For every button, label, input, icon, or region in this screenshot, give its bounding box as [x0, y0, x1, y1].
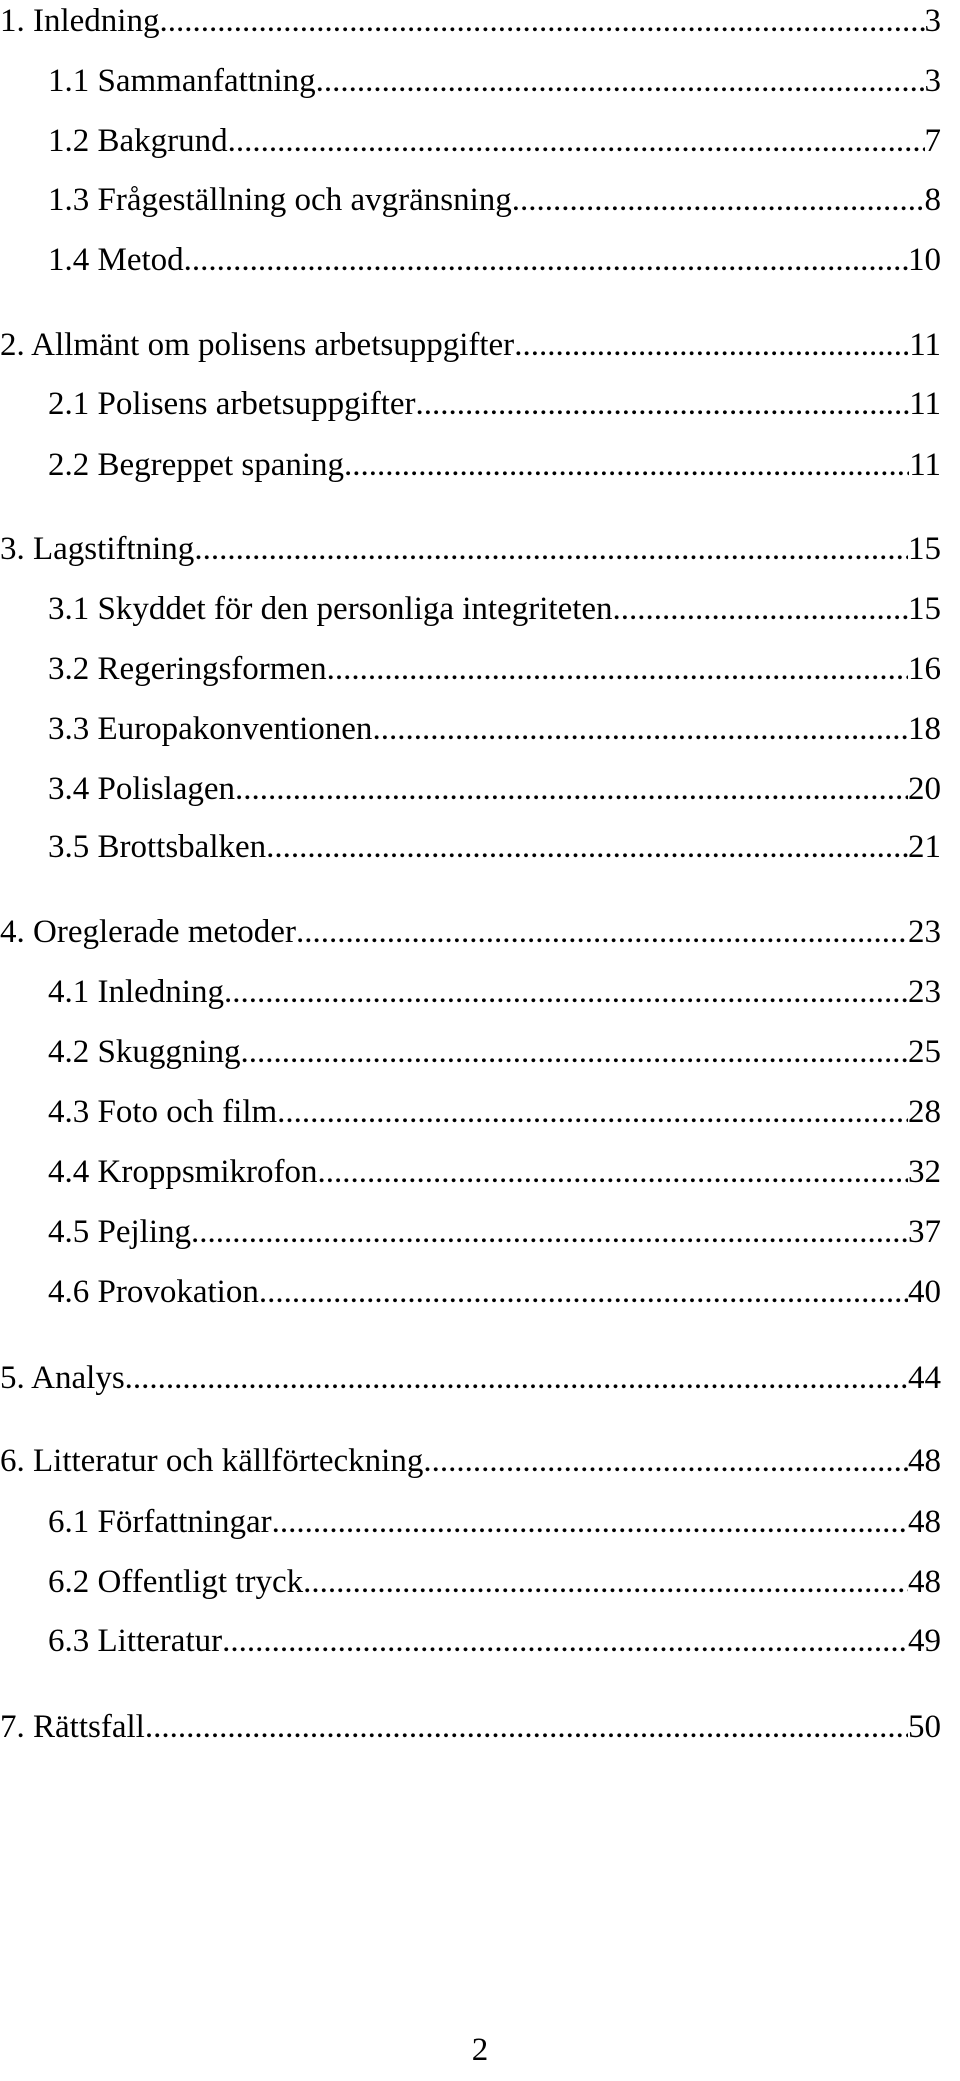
toc-entry-label: 3.2 Regeringsformen	[48, 651, 327, 687]
toc-entry	[48, 1022, 941, 1072]
toc-entry-label: 4.2 Skuggning	[48, 1034, 241, 1070]
toc-entry	[48, 51, 941, 101]
toc-entry-label: 6. Litteratur och källförteckning	[0, 1443, 424, 1479]
toc-entry-page: 20	[908, 771, 941, 807]
dot-leader	[416, 384, 910, 424]
dot-leader	[372, 709, 908, 749]
toc-entry	[48, 230, 941, 280]
toc-entry-page: 37	[908, 1214, 941, 1250]
dot-leader	[228, 121, 925, 161]
toc-entry	[48, 1611, 941, 1661]
dot-leader	[259, 1272, 908, 1312]
toc-entry-label: 4.4 Kroppsmikrofon	[48, 1154, 318, 1190]
toc-entry-label: 2.1 Polisens arbetsuppgifter	[48, 386, 416, 422]
toc-entry-page: 7	[924, 123, 941, 159]
toc-entry-label: 4.5 Pejling	[48, 1214, 192, 1250]
toc-entry	[0, 1348, 941, 1398]
toc-entry-page: 16	[908, 651, 941, 687]
toc-entry-page: 23	[908, 974, 941, 1010]
toc-entry-label: 3.1 Skyddet för den personliga integriteten	[48, 591, 613, 627]
dot-leader	[241, 1032, 908, 1072]
toc-entry-label: 7. Rättsfall	[0, 1709, 145, 1745]
toc-entry-page: 28	[908, 1094, 941, 1130]
toc-entry-label: 1.4 Metod	[48, 242, 184, 278]
toc-entry-label: 1.3 Frågeställning och avgränsning	[48, 182, 512, 218]
toc-entry-page: 32	[908, 1154, 941, 1190]
toc-entry	[48, 759, 941, 809]
toc-entry-page: 40	[908, 1274, 941, 1310]
dot-leader	[224, 972, 908, 1012]
toc-entry-page: 21	[908, 829, 941, 865]
toc-entry	[0, 1431, 941, 1481]
toc-entry	[48, 1202, 941, 1252]
dot-leader	[316, 61, 925, 101]
toc-entry-label: 3.4 Polislagen	[48, 771, 235, 807]
toc-entry-label: 4.3 Foto och film	[48, 1094, 278, 1130]
dot-leader	[296, 912, 908, 952]
toc-entry-label: 6.3 Litteratur	[48, 1623, 223, 1659]
toc-entry	[0, 315, 941, 365]
toc-entry	[48, 374, 941, 424]
toc-entry-label: 3.5 Brottsbalken	[48, 829, 267, 865]
toc-entry-page: 8	[924, 182, 941, 218]
dot-leader	[277, 1092, 908, 1132]
dot-leader	[514, 325, 909, 365]
dot-leader	[327, 649, 908, 689]
toc-entry-label: 4.6 Provokation	[48, 1274, 259, 1310]
toc-entry-page: 49	[908, 1623, 941, 1659]
toc-entry-label: 6.1 Författningar	[48, 1504, 272, 1540]
dot-leader	[303, 1562, 908, 1602]
toc-entry	[48, 111, 941, 161]
toc-entry-page: 11	[909, 447, 941, 483]
dot-leader	[423, 1441, 908, 1481]
toc-entry	[48, 639, 941, 689]
toc-entry-label: 3.3 Europakonventionen	[48, 711, 373, 747]
dot-leader	[512, 180, 925, 220]
toc-entry-label: 1. Inledning	[0, 3, 160, 39]
toc-entry	[48, 699, 941, 749]
toc-entry-label: 5. Analys	[0, 1360, 125, 1396]
toc-entry-label: 4.1 Inledning	[48, 974, 224, 1010]
toc-entry	[48, 817, 941, 867]
toc-entry-label: 1.2 Bakgrund	[48, 123, 228, 159]
dot-leader	[235, 769, 908, 809]
toc-entry	[48, 1142, 941, 1192]
dot-leader	[125, 1358, 908, 1398]
toc-entry-page: 15	[908, 591, 941, 627]
toc-entry-page: 10	[908, 242, 941, 278]
toc-entry-page: 48	[908, 1504, 941, 1540]
dot-leader	[159, 1, 924, 41]
toc-entry	[48, 579, 941, 629]
toc-entry-label: 2. Allmänt om polisens arbetsuppgifter	[0, 327, 515, 363]
toc-entry	[0, 0, 941, 41]
toc-entry-page: 44	[908, 1360, 941, 1396]
dot-leader	[266, 827, 908, 867]
toc-entry-page: 15	[908, 531, 941, 567]
toc-entry-page: 48	[908, 1564, 941, 1600]
toc-entry	[48, 435, 941, 485]
toc-entry-page: 48	[908, 1443, 941, 1479]
toc-entry-page: 3	[924, 63, 941, 99]
toc-entry	[48, 1552, 941, 1602]
toc-entry-page: 23	[908, 914, 941, 950]
dot-leader	[613, 589, 908, 629]
dot-leader	[145, 1707, 908, 1747]
toc-entry-label: 2.2 Begreppet spaning	[48, 447, 345, 483]
dot-leader	[317, 1152, 908, 1192]
page-number: 2	[471, 2032, 489, 2068]
toc-entry-label: 4. Oreglerade metoder	[0, 914, 296, 950]
toc-entry-label: 6.2 Offentligt tryck	[48, 1564, 304, 1600]
toc-entry	[48, 1082, 941, 1132]
toc-entry	[0, 902, 941, 952]
dot-leader	[344, 445, 909, 485]
toc-entry-label: 3. Lagstiftning	[0, 531, 195, 567]
toc-entry	[48, 962, 941, 1012]
toc-entry	[0, 1697, 941, 1747]
toc-entry-page: 50	[908, 1709, 941, 1745]
dot-leader	[191, 1212, 908, 1252]
toc-entry	[48, 170, 941, 220]
toc-entry-page: 3	[924, 3, 941, 39]
dot-leader	[272, 1502, 908, 1542]
toc-entry-label: 1.1 Sammanfattning	[48, 63, 316, 99]
toc-entry	[48, 1262, 941, 1312]
toc-entry-page: 11	[909, 327, 941, 363]
toc-entry-page: 25	[908, 1034, 941, 1070]
toc-entry	[48, 1492, 941, 1542]
dot-leader	[222, 1621, 908, 1661]
dot-leader	[194, 529, 908, 569]
toc-entry	[0, 519, 941, 569]
dot-leader	[184, 240, 908, 280]
toc-entry-page: 18	[908, 711, 941, 747]
toc-entry-page: 11	[909, 386, 941, 422]
